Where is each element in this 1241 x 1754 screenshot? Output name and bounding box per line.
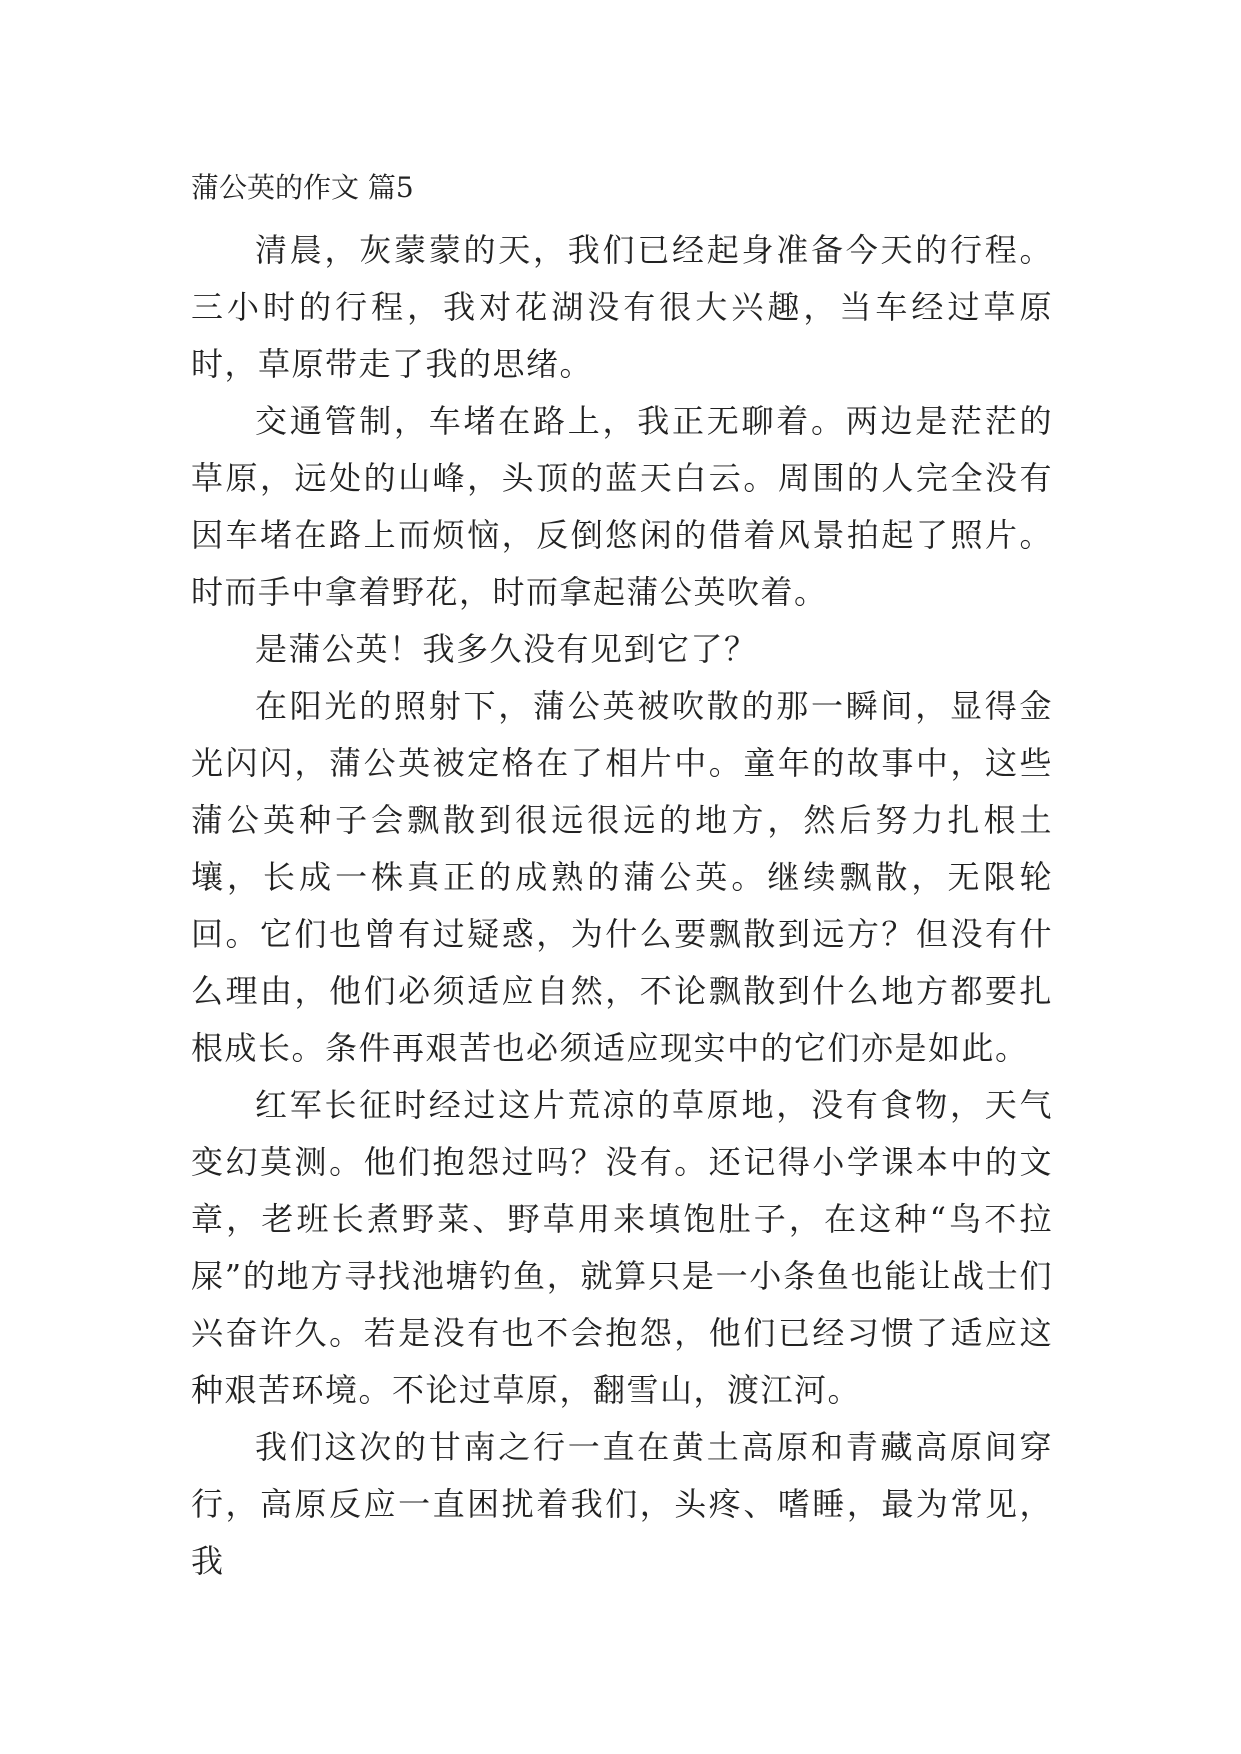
essay-title: 蒲公英的作文 篇5 — [191, 171, 414, 204]
paragraph-3: 是蒲公英！我多久没有见到它了？ — [255, 630, 758, 668]
paragraph-2: 交通管制，车堵在路上，我正无聊着。两边是茫茫的草原，远处的山峰，头顶的蓝天白云。周围的人完全没有因车堵在路上而烦恼，反倒悠闲的借着风景拍起了照片。时而手中拿着野花，时而拿起蒲公英吹着。 — [191, 402, 1053, 611]
paragraph-5: 红军长征时经过这片荒凉的草原地，没有食物，天气变幻莫测。他们抱怨过吗？没有。还记得小学课本中的文章，老班长煮野菜、野草用来填饱肚子，在这种“鸟不拉屎”的地方寻找池塘钓鱼，就算只是一小条鱼也能让战士们兴奋许久。若是没有也不会抱怨，他们已经习惯了适应这种艰苦环境。不论过草原，翻雪山，渡江河。 — [191, 1086, 1053, 1409]
paragraph-1: 清晨，灰蒙蒙的天，我们已经起身准备今天的行程。三小时的行程，我对花湖没有很大兴趣，当车经过草原时，草原带走了我的思绪。 — [191, 231, 1053, 383]
paragraph-4: 在阳光的照射下，蒲公英被吹散的那一瞬间，显得金光闪闪，蒲公英被定格在了相片中。童年的故事中，这些蒲公英种子会飘散到很远很远的地方，然后努力扎根土壤，长成一株真正的成熟的蒲公英。继续飘散，无限轮回。它们也曾有过疑惑，为什么要飘散到远方？但没有什么理由，他们必须适应自然，不论飘散到什么地方都要扎根成长。条件再艰苦也必须适应现实中的它们亦是如此。 — [191, 687, 1053, 1067]
essay-body — [191, 165, 1053, 1590]
paragraph-6: 我们这次的甘南之行一直在黄土高原和青藏高原间穿行，高原反应一直困扰着我们，头疼、嗜睡，最为常见，我 — [191, 1428, 1053, 1580]
